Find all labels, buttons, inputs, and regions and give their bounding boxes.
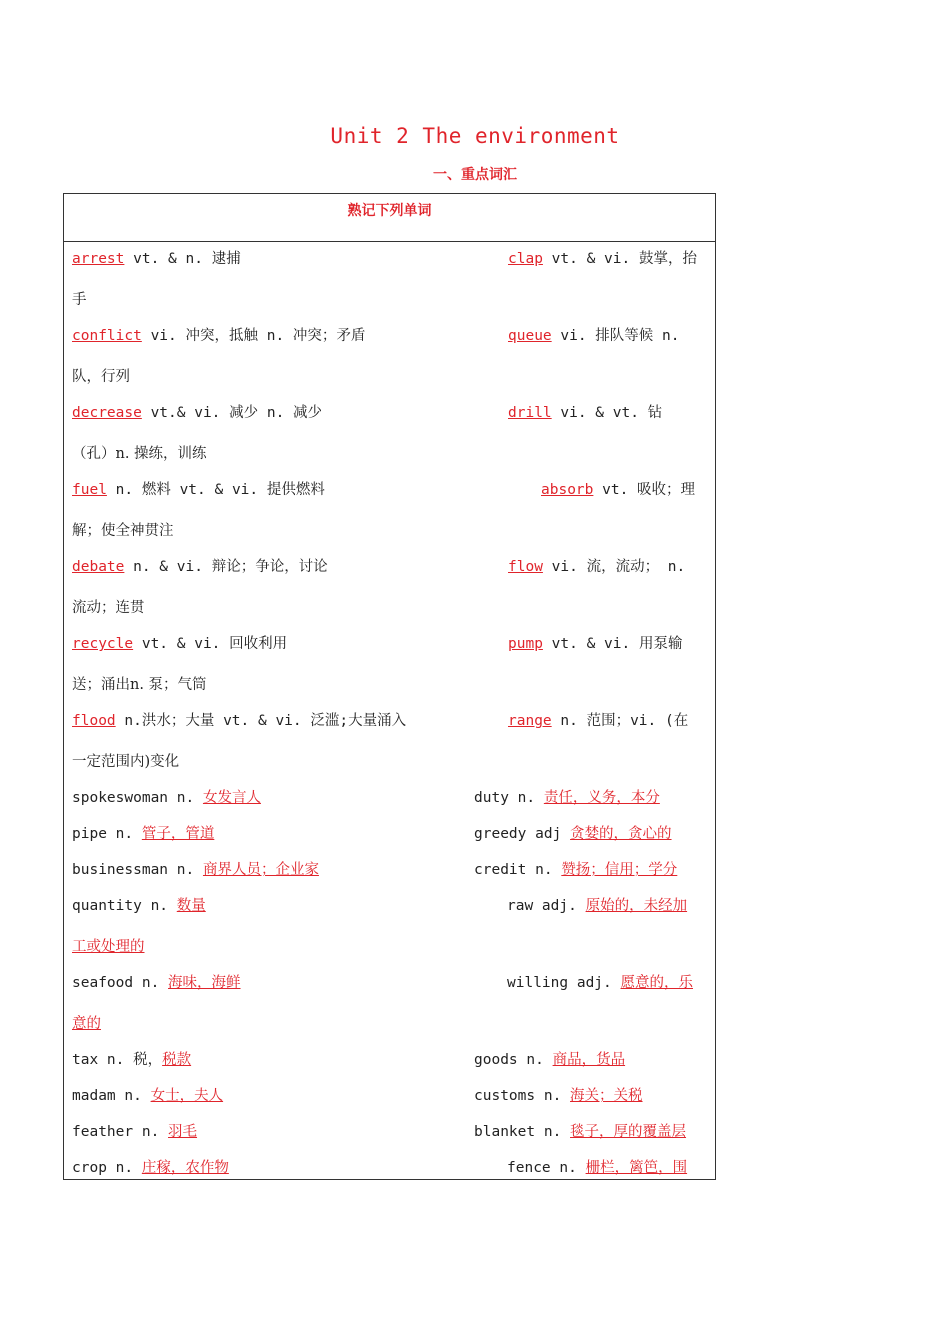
headword-left: debate	[72, 559, 125, 575]
headword-left: decrease	[72, 405, 142, 421]
word-entry-right	[508, 249, 697, 269]
vocab-entry-right	[507, 973, 693, 993]
vocab-entry-right	[474, 1050, 625, 1070]
vocab-answer-right: 毯子，厚的覆盖层	[570, 1124, 687, 1140]
vocab-answer-left: 庄稼，农作物	[141, 1160, 229, 1176]
headword-right: queue	[508, 328, 552, 344]
vocab-entry-right	[474, 1086, 643, 1106]
vocab-word-right: willing adj.	[507, 975, 621, 991]
vocab-word-right: greedy adj	[474, 826, 571, 842]
vocab-entry-left	[72, 1122, 197, 1142]
vocab-word-left: tax n. 税，	[72, 1052, 163, 1068]
vocab-entry-left	[72, 860, 319, 880]
vocab-answer-left: 商界人员；企业家	[202, 862, 319, 878]
vocab-answer-left: 羽毛	[168, 1124, 198, 1140]
definition-right: vt. & vi. 鼓掌，抬	[542, 251, 697, 267]
vocab-word-right: credit n.	[474, 862, 562, 878]
vocab-word-left: quantity n.	[72, 898, 177, 914]
definition-right: vt. 吸收；理	[593, 482, 696, 498]
vocab-word-right: raw adj.	[507, 898, 586, 914]
definition-left: vt. & n. 逮捕	[124, 251, 241, 267]
definition-continuation: 流动；连贯	[72, 600, 145, 616]
vocab-answer-left: 数量	[176, 898, 206, 914]
vocab-answer-left: 税款	[162, 1052, 192, 1068]
definition-left: vi. 冲突，抵触 n. 冲突；矛盾	[141, 328, 366, 344]
vocab-entry-right	[474, 1122, 686, 1142]
vocab-entry-left	[72, 896, 206, 916]
vocab-answer-right: 愿意的，乐	[620, 975, 693, 991]
vocab-answer-left: 海味，海鲜	[168, 975, 241, 991]
section-heading: 一、重点词汇	[433, 167, 517, 183]
vocab-word-right: duty n.	[474, 790, 544, 806]
word-entry-left	[72, 557, 328, 577]
vocab-answer-right: 赞扬；信用；学分	[561, 862, 678, 878]
word-entry-left	[72, 634, 287, 654]
definition-left: vt. & vi. 回收利用	[133, 636, 288, 652]
vocab-word-right: fence n.	[507, 1160, 586, 1176]
headword-left: fuel	[72, 482, 107, 498]
vocab-word-right: goods n.	[474, 1052, 553, 1068]
vocab-answer-continuation: 意的	[72, 1016, 101, 1032]
definition-left: n.洪水；大量 vt. & vi. 泛滥;大量涌入	[115, 713, 407, 729]
vocab-answer-right: 贪婪的，贪心的	[570, 826, 672, 842]
definition-continuation: 队，行列	[72, 369, 130, 385]
word-entry-right	[508, 557, 685, 577]
word-entry-right	[508, 711, 688, 731]
headword-right: clap	[508, 251, 543, 267]
vocab-word-right: blanket n.	[474, 1124, 571, 1140]
box-heading: 熟记下列单词	[64, 194, 715, 242]
word-entry-right	[508, 403, 662, 423]
vocab-answer-right: 原始的，未经加	[585, 898, 688, 914]
vocab-answer-right: 责任，义务，本分	[543, 790, 660, 806]
definition-continuation: 送；涌出n. 泵；气筒	[72, 677, 207, 693]
vocab-entry-left	[72, 1050, 191, 1070]
word-entry-left	[72, 480, 325, 500]
vocab-answer-left: 女发言人	[202, 790, 261, 806]
definition-continuation: 一定范围内)变化	[72, 754, 180, 770]
definition-continuation: 解；使全神贯注	[72, 523, 174, 539]
headword-right: absorb	[541, 482, 594, 498]
vocab-word-left: pipe n.	[72, 826, 142, 842]
headword-left: flood	[72, 713, 116, 729]
word-entry-right	[508, 326, 680, 346]
definition-left: n. & vi. 辩论；争论，讨论	[124, 559, 328, 575]
definition-right: vt. & vi. 用泵输	[542, 636, 683, 652]
vocab-word-left: crop n.	[72, 1160, 142, 1176]
vocab-entry-right	[474, 824, 672, 844]
headword-left: recycle	[72, 636, 134, 652]
headword-right: range	[508, 713, 552, 729]
word-entry-right	[541, 480, 695, 500]
headword-left: arrest	[72, 251, 125, 267]
definition-continuation: （孔）n. 操练，训练	[72, 446, 207, 462]
word-entry-left	[72, 249, 241, 269]
vocab-entry-left	[72, 824, 214, 844]
vocab-entry-left	[72, 973, 241, 993]
vocab-entry-right	[507, 896, 687, 916]
definition-left: vt.& vi. 减少 n. 减少	[141, 405, 323, 421]
vocab-entry-left	[72, 1158, 229, 1178]
vocab-word-left: seafood n.	[72, 975, 169, 991]
word-entry-right	[508, 634, 682, 654]
headword-left: conflict	[72, 328, 142, 344]
word-entry-left	[72, 403, 322, 423]
vocab-word-right: customs n.	[474, 1088, 571, 1104]
vocab-entry-right	[507, 1158, 687, 1178]
definition-right: vi. & vt. 钻	[551, 405, 663, 421]
vocab-answer-right: 栅栏，篱笆，围	[585, 1160, 688, 1176]
definition-continuation: 手	[72, 292, 87, 308]
headword-right: pump	[508, 636, 543, 652]
vocab-answer-left: 管子，管道	[141, 826, 215, 842]
definition-right: n. 范围；vi. (在	[551, 713, 689, 729]
page-title: Unit 2 The environment	[330, 124, 620, 148]
word-entry-left	[72, 711, 406, 731]
vocab-word-left: feather n.	[72, 1124, 169, 1140]
vocab-entry-left	[72, 1086, 223, 1106]
definition-left: n. 燃料 vt. & vi. 提供燃料	[106, 482, 325, 498]
vocab-answer-left: 女士，夫人	[150, 1088, 224, 1104]
vocab-word-left: businessman n.	[72, 862, 203, 878]
definition-right: vi. 排队等候 n.	[551, 328, 680, 344]
vocab-answer-right: 海关；关税	[570, 1088, 643, 1104]
vocab-answer-continuation: 工或处理的	[72, 939, 145, 955]
vocab-word-left: spokeswoman n.	[72, 790, 203, 806]
definition-right: vi. 流，流动； n.	[542, 559, 686, 575]
vocab-box	[63, 193, 716, 1180]
word-entry-left	[72, 326, 365, 346]
vocab-entry-right	[474, 860, 677, 880]
vocab-answer-right: 商品，货品	[552, 1052, 626, 1068]
vocab-entry-right	[474, 788, 660, 808]
vocab-entry-left	[72, 788, 261, 808]
headword-right: drill	[508, 405, 552, 421]
headword-right: flow	[508, 559, 543, 575]
vocab-word-left: madam n.	[72, 1088, 151, 1104]
